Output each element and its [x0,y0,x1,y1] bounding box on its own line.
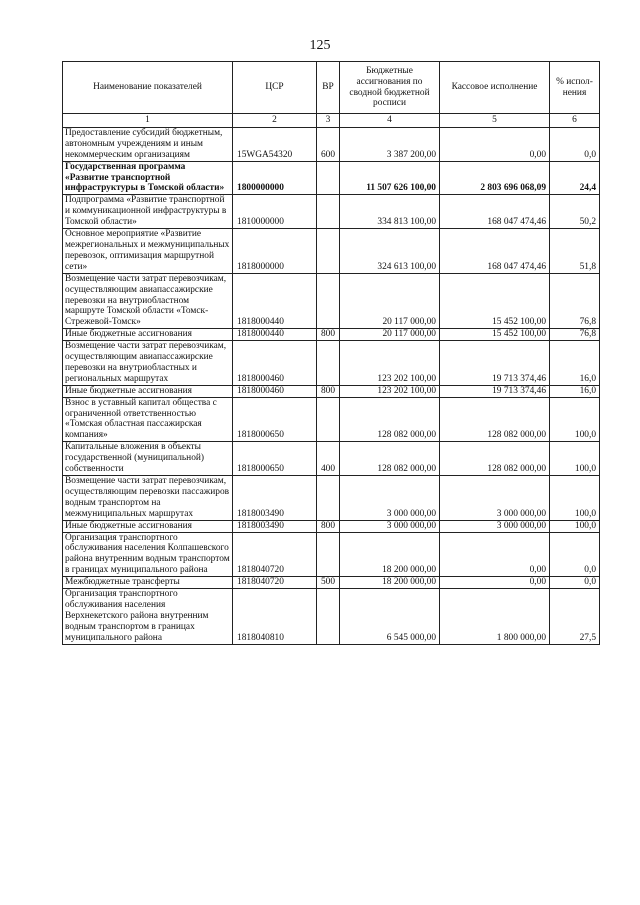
table-row [63,577,600,589]
row-execution-percent: 100,0 [550,520,600,532]
row-vr-code [317,161,340,195]
row-budget-amount: 20 117 000,00 [340,329,440,341]
row-budget-amount: 123 202 100,00 [340,385,440,397]
row-vr-code [317,195,340,229]
row-indicator-name: Иные бюджетные ассигнования [63,329,233,341]
row-budget-amount: 18 200 000,00 [340,577,440,589]
row-vr-code [317,397,340,442]
row-execution-percent: 100,0 [550,397,600,442]
row-execution-percent: 16,0 [550,385,600,397]
row-execution-percent: 27,5 [550,589,600,645]
header-csr: ЦСР [233,62,317,114]
table-row [63,385,600,397]
table-row [63,127,600,161]
row-csr-code: 1818000460 [233,341,317,386]
header-indicator-name: Наименование показателей [63,62,233,114]
row-budget-amount: 324 613 100,00 [340,229,440,274]
row-budget-amount: 3 000 000,00 [340,520,440,532]
row-vr-code [317,341,340,386]
row-csr-code: 1818000000 [233,229,317,274]
row-execution-percent: 24,4 [550,161,600,195]
row-vr-code: 800 [317,329,340,341]
row-budget-amount: 3 387 200,00 [340,127,440,161]
row-budget-amount: 3 000 000,00 [340,476,440,521]
table-row [63,341,600,386]
row-cash-amount: 3 000 000,00 [440,476,550,521]
row-budget-amount: 6 545 000,00 [340,589,440,645]
row-cash-amount: 168 047 474,46 [440,195,550,229]
column-number: 5 [440,114,550,128]
row-budget-amount: 11 507 626 100,00 [340,161,440,195]
row-cash-amount: 128 082 000,00 [440,442,550,476]
row-cash-amount: 2 803 696 068,09 [440,161,550,195]
row-vr-code [317,532,340,577]
row-csr-code: 1818000650 [233,442,317,476]
row-cash-amount: 0,00 [440,577,550,589]
row-csr-code: 1818040810 [233,589,317,645]
header-budget-allocations: Бюджетные ассигнования по сводной бюджетной росписи [340,62,440,114]
row-vr-code [317,229,340,274]
column-number-row [63,114,600,128]
row-vr-code [317,589,340,645]
row-budget-amount: 128 082 000,00 [340,442,440,476]
row-csr-code: 1818003490 [233,476,317,521]
row-indicator-name: Капитальные вложения в объекты государственной (муниципальной) собственности [63,442,233,476]
row-indicator-name: Предоставление субсидий бюджетным, автономным учреждениям и иным некоммерческим организациям [63,127,233,161]
row-cash-amount: 3 000 000,00 [440,520,550,532]
row-indicator-name: Взнос в уставный капитал общества с ограниченной ответственностью «Томская областная пассажирская компания» [63,397,233,442]
header-cash-execution: Кассовое исполнение [440,62,550,114]
table-header-row [63,62,600,114]
table-row [63,273,600,329]
row-csr-code: 1818000440 [233,329,317,341]
row-indicator-name: Межбюджетные трансферты [63,577,233,589]
row-cash-amount: 1 800 000,00 [440,589,550,645]
header-vr: ВР [317,62,340,114]
row-indicator-name: Иные бюджетные ассигнования [63,385,233,397]
row-indicator-name: Подпрограмма «Развитие транспортной и коммуникационной инфраструктуры в Томской области» [63,195,233,229]
table-row [63,476,600,521]
row-budget-amount: 18 200 000,00 [340,532,440,577]
row-csr-code: 1818003490 [233,520,317,532]
row-execution-percent: 51,8 [550,229,600,274]
row-indicator-name: Организация транспортного обслуживания населения Колпашевского района внутренним водным транспортом в границах муниципального района [63,532,233,577]
row-csr-code: 1818000650 [233,397,317,442]
row-indicator-name: Иные бюджетные ассигнования [63,520,233,532]
table-row [63,229,600,274]
table-row [63,397,600,442]
row-indicator-name: Организация транспортного обслуживания населения Верхнекетского района внутренним водным транспортом в границах муниципального района [63,589,233,645]
column-number: 3 [317,114,340,128]
row-csr-code: 1818000460 [233,385,317,397]
row-vr-code: 800 [317,385,340,397]
column-number: 4 [340,114,440,128]
row-vr-code: 600 [317,127,340,161]
row-cash-amount: 19 713 374,46 [440,385,550,397]
row-budget-amount: 20 117 000,00 [340,273,440,329]
row-indicator-name: Возмещение части затрат перевозчикам, осуществляющим авиапассажирские перевозки на внутриобластном маршруте Томской области «Томск-Стрежевой-Томск» [63,273,233,329]
row-execution-percent: 76,8 [550,273,600,329]
row-csr-code: 1818040720 [233,532,317,577]
row-vr-code: 500 [317,577,340,589]
row-cash-amount: 0,00 [440,127,550,161]
row-budget-amount: 128 082 000,00 [340,397,440,442]
row-execution-percent: 100,0 [550,476,600,521]
table-row [63,442,600,476]
budget-execution-table [62,61,600,645]
table-row [63,520,600,532]
row-execution-percent: 0,0 [550,532,600,577]
row-execution-percent: 50,2 [550,195,600,229]
row-execution-percent: 0,0 [550,127,600,161]
row-vr-code [317,273,340,329]
table-row [63,195,600,229]
row-cash-amount: 15 452 100,00 [440,329,550,341]
table-row [63,589,600,645]
row-cash-amount: 128 082 000,00 [440,397,550,442]
row-csr-code: 1800000000 [233,161,317,195]
row-csr-code: 1810000000 [233,195,317,229]
row-vr-code [317,476,340,521]
row-cash-amount: 168 047 474,46 [440,229,550,274]
row-execution-percent: 100,0 [550,442,600,476]
table-row [63,161,600,195]
column-number: 6 [550,114,600,128]
row-cash-amount: 0,00 [440,532,550,577]
row-execution-percent: 76,8 [550,329,600,341]
row-budget-amount: 123 202 100,00 [340,341,440,386]
row-execution-percent: 0,0 [550,577,600,589]
table-row [63,532,600,577]
row-vr-code: 800 [317,520,340,532]
table-row [63,329,600,341]
row-indicator-name: Основное мероприятие «Развитие межрегиональных и межмуниципальных перевозок, оптимизация маршрутной сети» [63,229,233,274]
row-cash-amount: 15 452 100,00 [440,273,550,329]
row-csr-code: 1818040720 [233,577,317,589]
row-indicator-name: Государственная программа «Развитие транспортной инфраструктуры в Томской области» [63,161,233,195]
page-number: 125 [309,38,331,53]
row-csr-code: 1818000440 [233,273,317,329]
column-number: 2 [233,114,317,128]
header-execution-percent: % испол-нения [550,62,600,114]
row-budget-amount: 334 813 100,00 [340,195,440,229]
row-cash-amount: 19 713 374,46 [440,341,550,386]
row-vr-code: 400 [317,442,340,476]
row-indicator-name: Возмещение части затрат перевозчикам, осуществляющим авиапассажирские перевозки на внутриобластных и региональных маршрутах [63,341,233,386]
column-number: 1 [63,114,233,128]
row-csr-code: 15WGA54320 [233,127,317,161]
row-indicator-name: Возмещение части затрат перевозчикам, осуществляющим перевозки пассажиров водным транспортом на межмуниципальных маршрутах [63,476,233,521]
row-execution-percent: 16,0 [550,341,600,386]
